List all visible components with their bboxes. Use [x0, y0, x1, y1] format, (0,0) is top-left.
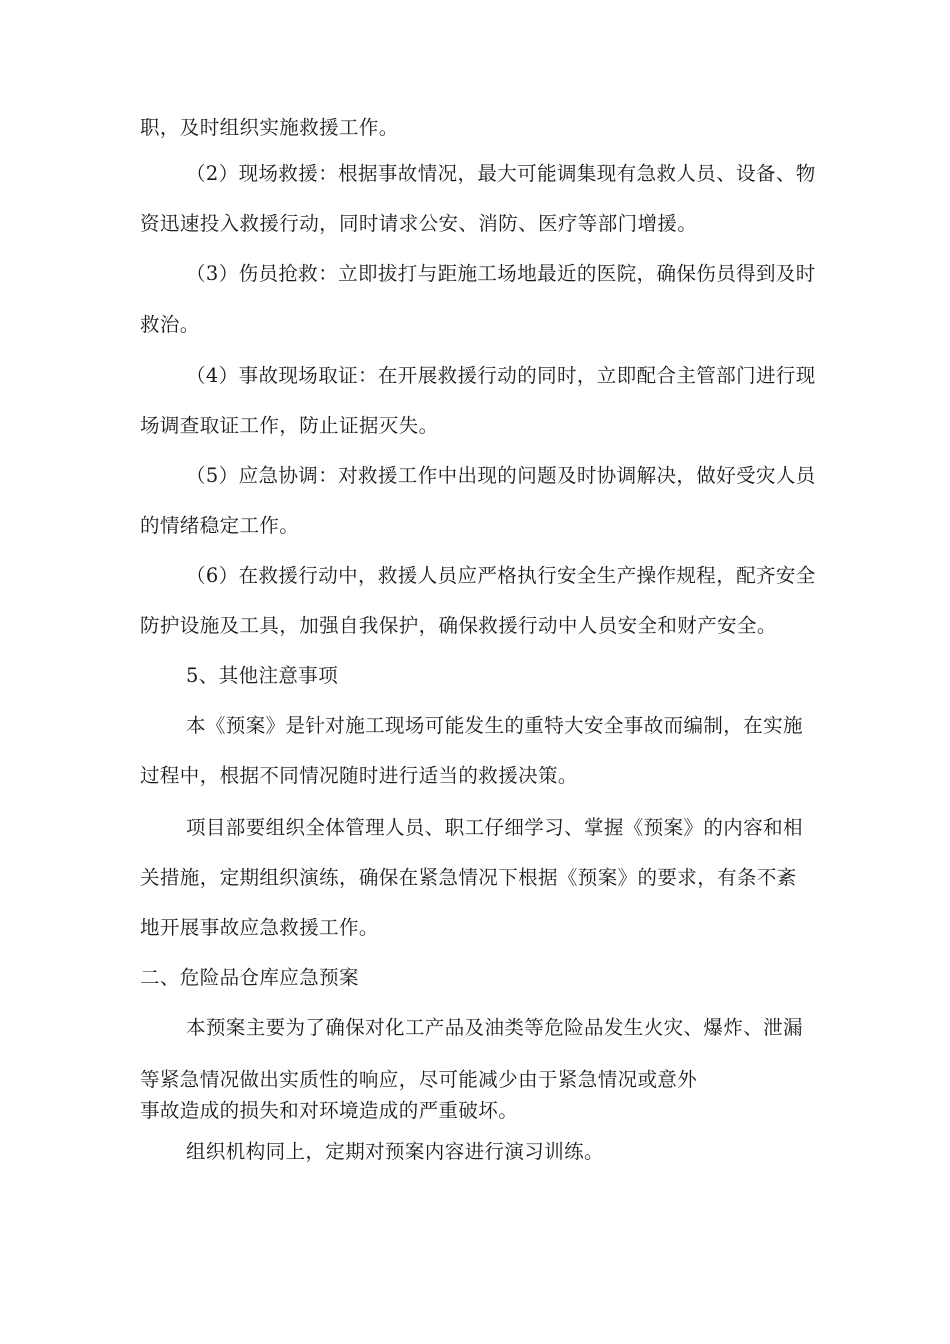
text-line: （4）事故现场取证：在开展救援行动的同时，立即配合主管部门进行现 — [186, 364, 816, 387]
text-line: 等紧急情况做出实质性的响应，尽可能减少由于紧急情况或意外 — [140, 1068, 698, 1091]
text-line: 过程中，根据不同情况随时进行适当的救援决策。 — [140, 764, 578, 787]
text-line: （3）伤员抢救：立即拔打与距施工场地最近的医院，确保伤员得到及时 — [186, 262, 816, 285]
text-line: 组织机构同上，定期对预案内容进行演习训练。 — [186, 1140, 604, 1163]
section-heading: 5、其他注意事项 — [186, 664, 339, 687]
text-line: 关措施，定期组织演练，确保在紧急情况下根据《预案》的要求，有条不紊 — [140, 866, 797, 889]
text-line: 地开展事故应急救援工作。 — [140, 916, 379, 939]
text-line: 救治。 — [140, 313, 200, 336]
text-line: 资迅速投入救援行动，同时请求公安、消防、医疗等部门增援。 — [140, 212, 698, 235]
text-line: （6）在救援行动中，救援人员应严格执行安全生产操作规程，配齐安全 — [186, 564, 816, 587]
text-line: （2）现场救援：根据事故情况，最大可能调集现有急救人员、设备、物 — [186, 162, 816, 185]
text-line: 职，及时组织实施救援工作。 — [140, 116, 399, 139]
text-line: 本预案主要为了确保对化工产品及油类等危险品发生火灾、爆炸、泄漏 — [186, 1016, 803, 1039]
text-line: 项目部要组织全体管理人员、职工仔细学习、掌握《预案》的内容和相 — [186, 816, 803, 839]
text-line: （5）应急协调：对救援工作中出现的问题及时协调解决，做好受灾人员 — [186, 464, 816, 487]
text-line: 的情绪稳定工作。 — [140, 514, 300, 537]
text-line: 防护设施及工具，加强自我保护，确保救援行动中人员安全和财产安全。 — [140, 614, 777, 637]
text-line: 本《预案》是针对施工现场可能发生的重特大安全事故而编制，在实施 — [186, 714, 803, 737]
text-line: 场调查取证工作，防止证据灭失。 — [140, 414, 439, 437]
section-heading: 二、危险品仓库应急预案 — [140, 966, 359, 989]
text-line: 事故造成的损失和对环境造成的严重破坏。 — [140, 1099, 519, 1122]
